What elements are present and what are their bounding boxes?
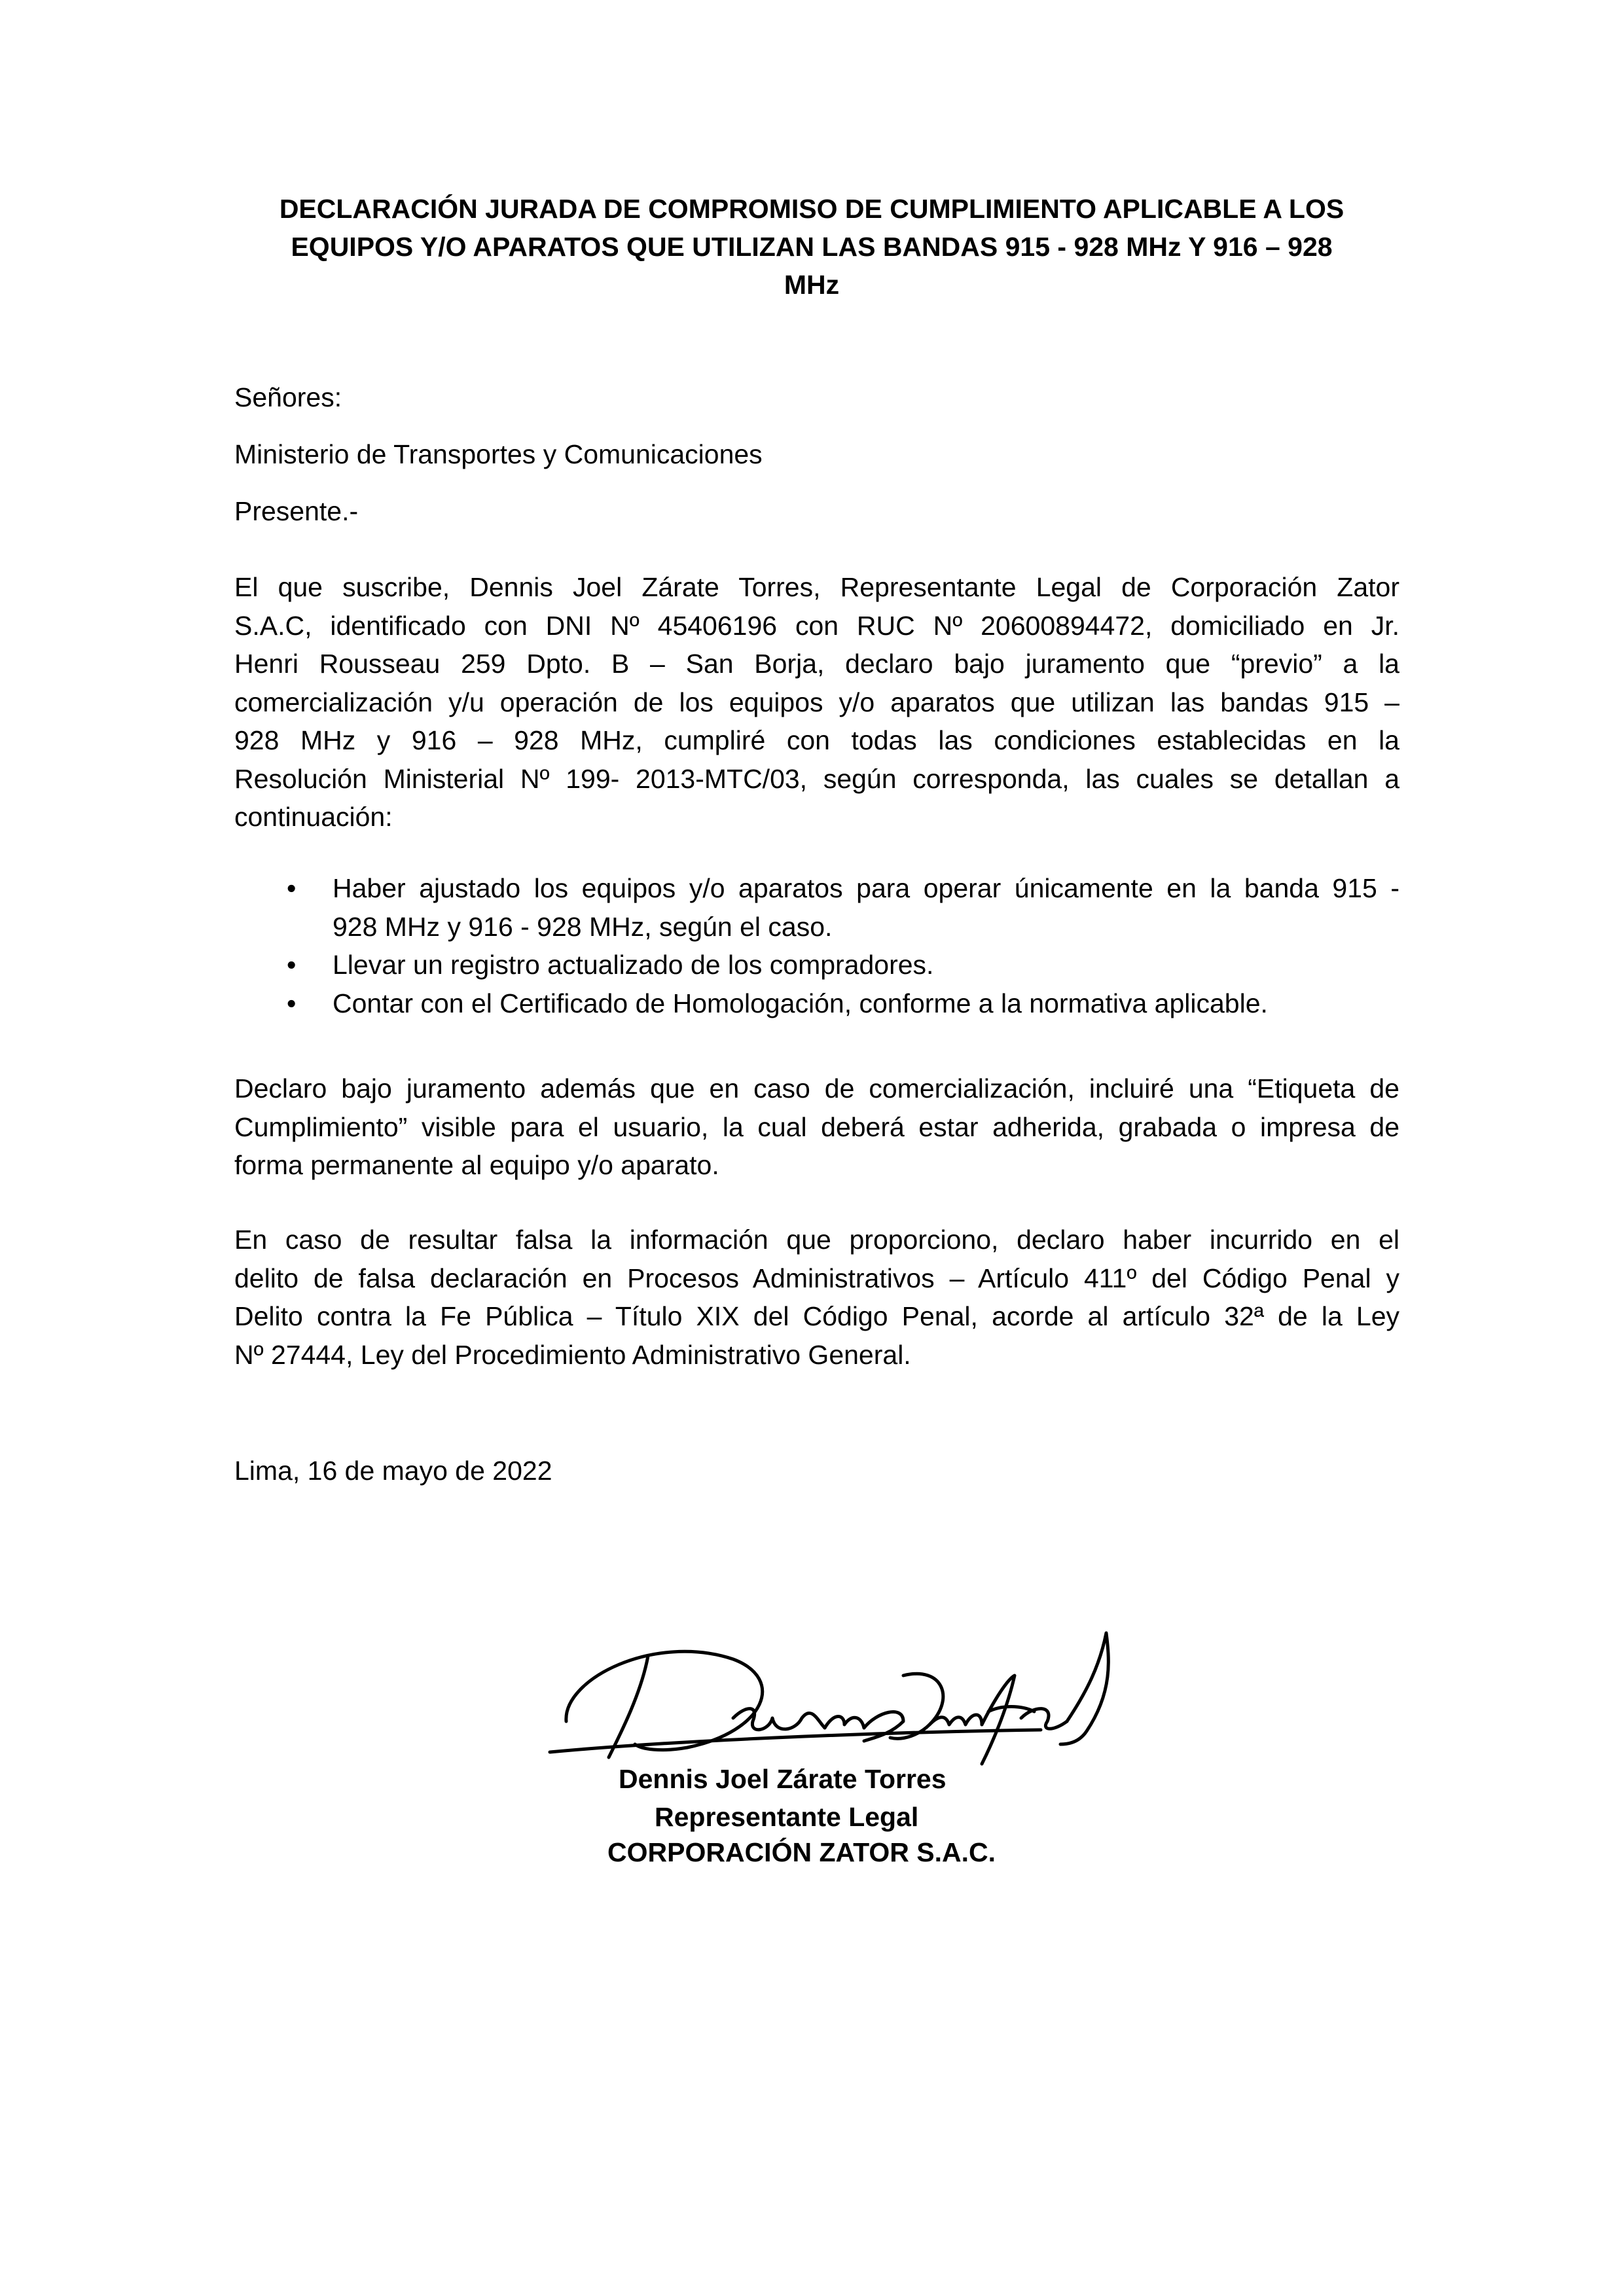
paragraph-line: Resolución Ministerial Nº 199- 2013-MTC/03, según corresponda, las cuales se detallan a [234, 763, 1399, 794]
list-item-line: Llevar un registro actualizado de los compradores. [333, 950, 934, 980]
bullet-marker: • [287, 873, 297, 903]
paragraph-line: En caso de resultar falsa la información que proporciono, declaro haber incurrido en el [234, 1225, 1399, 1255]
salutation-presente: Presente.- [234, 496, 359, 526]
paragraph-line: comercialización y/u operación de los equipos y/o aparatos que utilizan las bandas 915 – [234, 687, 1399, 717]
paragraph-line: El que suscribe, Dennis Joel Zárate Torres, Representante Legal de Corporación Zator [234, 572, 1399, 602]
paragraph-line: Henri Rousseau 259 Dpto. B – San Borja, declaro bajo juramento que “previo” a la [234, 649, 1399, 679]
paragraph-line: delito de falsa declaración en Procesos Administrativos – Artículo 411º del Código Penal y [234, 1263, 1399, 1293]
list-item [234, 946, 1399, 984]
bullet-marker: • [287, 988, 297, 1018]
paragraph-line: Nº 27444, Ley del Procedimiento Administrativo General. [234, 1339, 911, 1370]
requirements-list [234, 869, 1399, 1022]
list-item-line: Contar con el Certificado de Homologación, conforme a la normativa aplicable. [333, 988, 1268, 1018]
body-paragraph-3 [234, 1221, 1399, 1374]
paragraph-line: continuación: [234, 802, 393, 832]
handwritten-signature [537, 1607, 1152, 1777]
title-line-1: DECLARACIÓN JURADA DE COMPROMISO DE CUMPLIMIENTO APLICABLE A LOS [279, 194, 1344, 224]
list-item-line: Haber ajustado los equipos y/o aparatos para operar únicamente en la banda 915 - [333, 873, 1399, 903]
paragraph-line: S.A.C, identificado con DNI Nº 45406196 con RUC Nº 20600894472, domiciliado en Jr. [234, 610, 1399, 641]
title-line-3: MHz [784, 270, 840, 300]
body-paragraph-2 [234, 1069, 1399, 1185]
body-paragraph-1 [234, 568, 1399, 836]
bullet-marker: • [287, 950, 297, 980]
salutation-recipient: Ministerio de Transportes y Comunicaciones [234, 439, 763, 469]
paragraph-line: 928 MHz y 916 – 928 MHz, cumpliré con todas las condiciones establecidas en la [234, 725, 1399, 755]
list-item [234, 984, 1399, 1023]
salutation-greeting: Señores: [234, 382, 342, 412]
signatory-name: Dennis Joel Zárate Torres [619, 1764, 947, 1794]
paragraph-line: forma permanente al equipo y/o aparato. [234, 1150, 719, 1180]
signatory-role: Representante Legal [655, 1802, 919, 1832]
title-line-2: EQUIPOS Y/O APARATOS QUE UTILIZAN LAS BANDAS 915 - 928 MHz Y 916 – 928 [291, 232, 1333, 262]
date-line: Lima, 16 de mayo de 2022 [234, 1456, 552, 1486]
company-name: CORPORACIÓN ZATOR S.A.C. [607, 1837, 996, 1867]
paragraph-line: Delito contra la Fe Pública – Título XIX del Código Penal, acorde al artículo 32ª de la Ley [234, 1301, 1399, 1331]
list-item-line: 928 MHz y 916 - 928 MHz, según el caso. [333, 911, 833, 942]
list-item [234, 869, 1399, 946]
document-title [223, 190, 1401, 304]
paragraph-line: Cumplimiento” visible para el usuario, la cual deberá estar adherida, grabada o impresa de [234, 1111, 1399, 1142]
paragraph-line: Declaro bajo juramento además que en caso de comercialización, incluiré una “Etiqueta de [234, 1073, 1399, 1103]
